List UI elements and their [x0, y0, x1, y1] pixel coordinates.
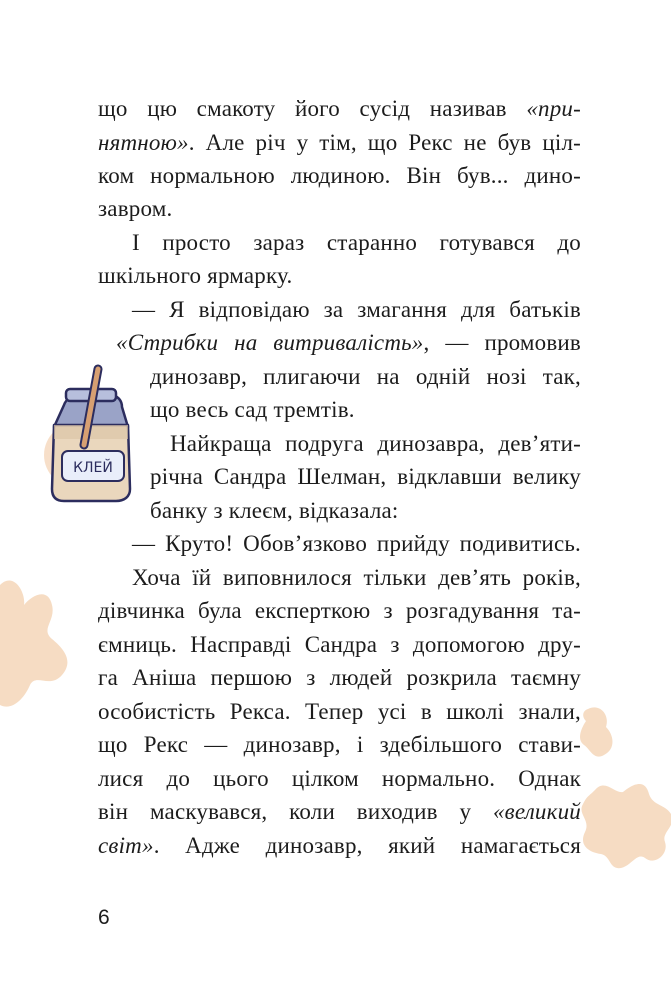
text-line: шкільного ярмарку.	[98, 263, 293, 288]
page-number: 6	[98, 906, 110, 929]
text-line: банку з клеєм, відказала:	[150, 498, 399, 523]
text-line: — Я відповідаю за змагання для батьків	[132, 297, 581, 322]
paint-splat-right-small-illustration	[580, 705, 620, 765]
text-line: — Круто! Обов’язково прийду подивитись.	[132, 531, 581, 556]
text-line: Найкраща подруга динозавра, дев’яти-	[170, 431, 581, 456]
text-line: що цю смакоту його сусід називав «при-	[98, 96, 581, 121]
text-line: динозавр, плигаючи на одній нозі так,	[150, 364, 581, 389]
text-line: ком нормальною людиною. Він був... дино-	[98, 163, 581, 188]
text-line: Хоча їй виповнилося тільки дев’ять років,	[132, 565, 581, 590]
text-line: лися до цього цілком нормально. Однак	[98, 766, 581, 791]
text-line: І просто зараз старанно готувався до	[132, 230, 581, 255]
text-line: світ». Адже динозавр, який намагається	[98, 833, 581, 858]
text-line: нятною». Але річ у тім, що Рекс не був ціл-	[98, 130, 581, 155]
paint-splat-left-illustration	[0, 565, 80, 715]
paint-splat-right-large-illustration	[575, 770, 671, 880]
text-line: що Рекс — динозавр, і здебільшого стави-	[98, 732, 581, 757]
jar-label: КЛЕЙ	[73, 460, 113, 476]
text-line: він маскувався, коли виходив у «великий	[98, 799, 581, 824]
glue-jar-illustration	[40, 365, 160, 515]
text-line: га Аніша першою з людей розкрила таємну	[98, 665, 581, 690]
text-line: що весь сад тремтів.	[150, 397, 355, 422]
text-line: річна Сандра Шелман, відклавши велику	[150, 464, 581, 489]
text-line: завром.	[98, 196, 173, 221]
text-line: дівчинка була експерткою з розгадування та-	[98, 598, 581, 623]
text-line: особистість Рекса. Тепер усі в школі знали,	[98, 699, 581, 724]
text-line: ємниць. Насправді Сандра з допомогою дру-	[98, 632, 581, 657]
text-line: «Стрибки на витривалість», — промовив	[116, 330, 581, 355]
